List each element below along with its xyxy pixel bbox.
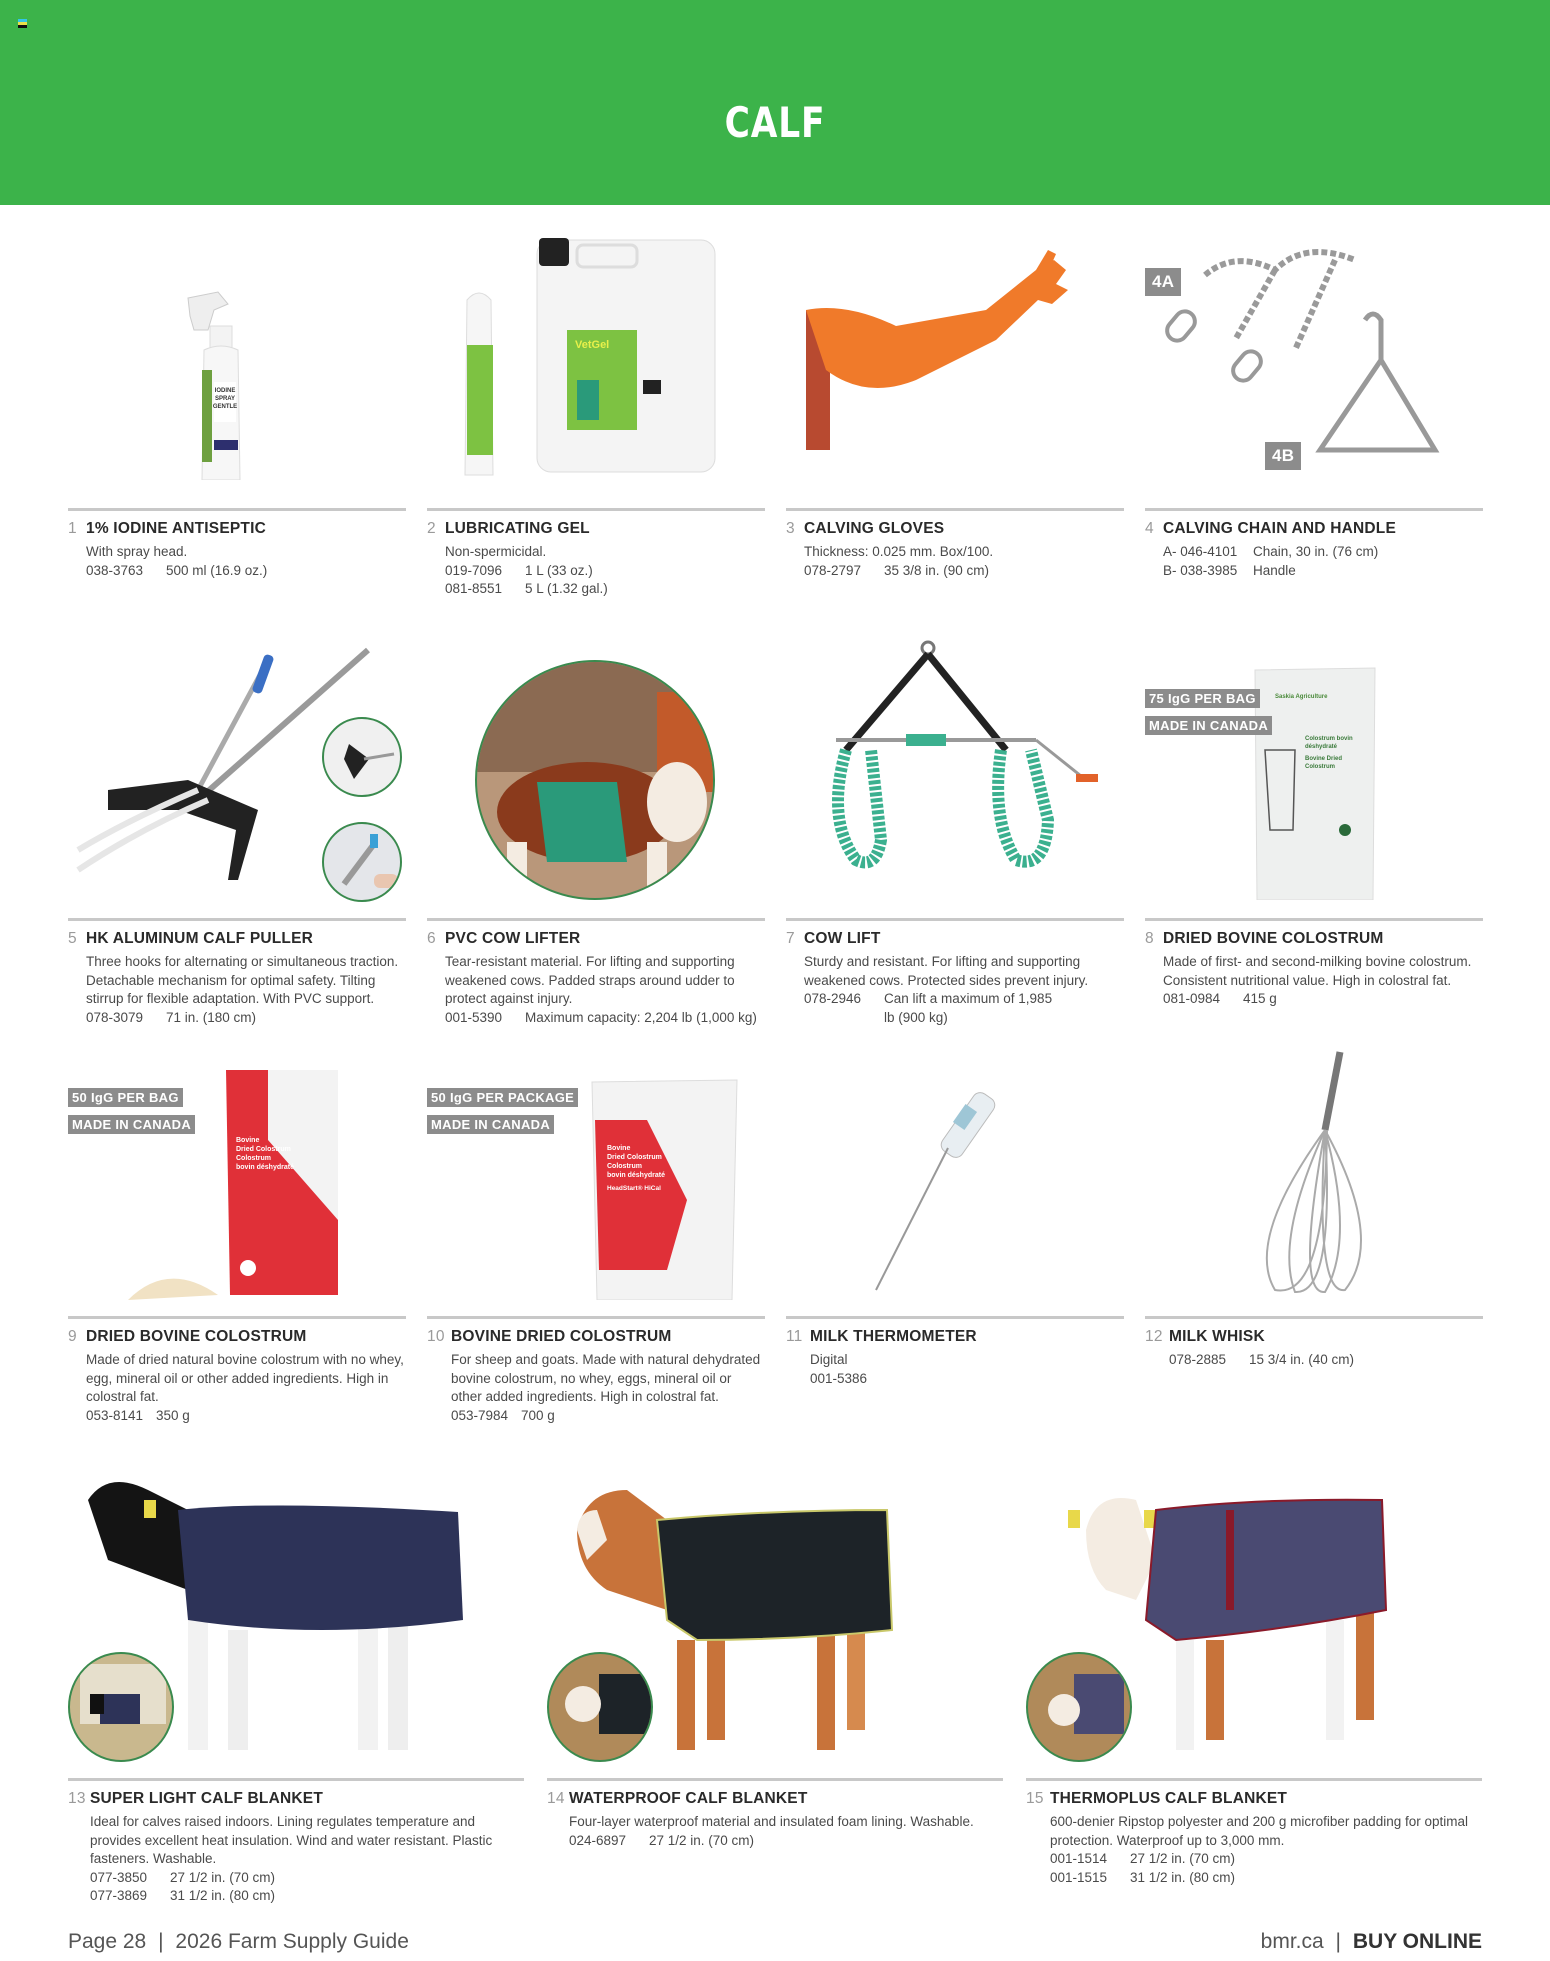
calving-chain-and-handle-image xyxy=(1145,230,1483,480)
badge-made-in-canada: MADE IN CANADA xyxy=(68,1115,195,1134)
divider xyxy=(427,918,765,921)
product-description: Sturdy and resistant. For lifting and supporting weakened cows. Protected sides prevent injury. xyxy=(804,954,1089,988)
page-header xyxy=(0,0,1550,205)
product-card-12[interactable] xyxy=(1145,1040,1483,1440)
divider xyxy=(786,918,1124,921)
product-title: 11 MILK THERMOMETER xyxy=(786,1328,977,1345)
sku-row: 078-3079 71 in. (180 cm) xyxy=(86,1009,257,1025)
svg-text:bovin déshydraté: bovin déshydraté xyxy=(607,1172,665,1179)
divider xyxy=(547,1778,1003,1781)
buy-online-link[interactable]: BUY ONLINE xyxy=(1352,1930,1482,1953)
divider xyxy=(427,1316,765,1319)
svg-text:IODINE: IODINE xyxy=(214,388,236,394)
sku-row: 081-8551 5 L (1.32 gal.) xyxy=(445,581,608,596)
calving-glove-image xyxy=(786,230,1124,480)
product-title: 5 HK ALUMINUM CALF PULLER xyxy=(68,930,314,947)
product-description: Three hooks for alternating or simultaneous traction. Detachable mechanism for optimal safety. Tilting stirrup for flexible adaptation. With PVC support. xyxy=(86,954,399,1006)
product-description: Non-spermicidal. xyxy=(445,544,547,559)
product-card-5[interactable] xyxy=(68,640,406,1040)
footer-separator: | xyxy=(158,1930,164,1953)
product-title: 14 WATERPROOF CALF BLANKET xyxy=(547,1790,808,1807)
sku-row: 077-3850 27 1/2 in. (70 cm) xyxy=(90,1869,276,1885)
svg-text:bovin déshydraté: bovin déshydraté xyxy=(236,1164,294,1171)
svg-text:Bovine: Bovine xyxy=(236,1137,260,1144)
sku-row: B- 038-3985 Handle xyxy=(1163,562,1296,578)
product-title: 4 CALVING CHAIN AND HANDLE xyxy=(1145,520,1396,537)
product-title: 1 1% IODINE ANTISEPTIC xyxy=(68,520,266,537)
page-title: CALF xyxy=(724,98,826,147)
footer-separator: | xyxy=(1335,1930,1342,1953)
svg-text:GENTLE: GENTLE xyxy=(212,404,238,410)
product-card-1[interactable] xyxy=(68,230,406,590)
product-card-15[interactable] xyxy=(1026,1470,1482,1900)
divider xyxy=(1145,918,1483,921)
product-description: Digital xyxy=(810,1352,848,1367)
detail-photo-1 xyxy=(322,717,402,797)
product-title: 9 DRIED BOVINE COLOSTRUM xyxy=(68,1328,307,1345)
product-title: 2 LUBRICATING GEL xyxy=(427,520,590,537)
svg-text:Colostrum: Colostrum xyxy=(236,1155,271,1162)
sku-row: 001-5390 Maximum capacity: 2,204 lb (1,000 kg) xyxy=(445,1009,757,1025)
product-card-8[interactable] xyxy=(1145,640,1483,1040)
svg-text:Colostrum bovin: Colostrum bovin xyxy=(1305,736,1353,742)
divider xyxy=(68,1778,524,1781)
divider xyxy=(1026,1778,1482,1781)
milk-whisk-image xyxy=(1145,1040,1483,1300)
product-title: 3 CALVING GLOVES xyxy=(786,520,945,537)
product-title: 13 SUPER LIGHT CALF BLANKET xyxy=(68,1790,323,1807)
sku-row: 078-2885 15 3/4 in. (40 cm) xyxy=(1169,1352,1355,1367)
badge-made-in-canada: MADE IN CANADA xyxy=(1145,716,1272,735)
registration-mark-icon xyxy=(18,19,27,29)
product-card-11[interactable] xyxy=(786,1040,1124,1440)
sku-row: 001-5386 xyxy=(810,1370,868,1386)
iodine-spray-bottle-image xyxy=(68,230,406,480)
sku-row: 024-6897 27 1/2 in. (70 cm) xyxy=(569,1832,755,1848)
divider xyxy=(68,918,406,921)
footer-links xyxy=(1261,1930,1482,1954)
colostrum-bag-image xyxy=(68,1040,406,1300)
product-description: Made of first- and second-milking bovine colostrum. Consistent nutritional value. High in colostral fat. xyxy=(1163,954,1472,988)
product-card-6[interactable] xyxy=(427,640,765,1040)
cow-lift-image xyxy=(786,640,1124,900)
colostrum-pouch-image xyxy=(1145,640,1483,900)
digital-thermometer-image xyxy=(786,1040,1124,1300)
product-card-14[interactable] xyxy=(547,1470,1003,1900)
divider xyxy=(1145,508,1483,511)
product-title: 6 PVC COW LIFTER xyxy=(427,930,581,947)
detail-photo-indoor xyxy=(68,1652,174,1762)
badge-made-in-canada: MADE IN CANADA xyxy=(427,1115,554,1134)
divider xyxy=(68,508,406,511)
detail-photo-barn xyxy=(547,1652,653,1762)
product-description: Ideal for calves raised indoors. Lining regulates temperature and provides excellent heat insulation. Wind and water resistant. Plastic fasteners. Washable. xyxy=(90,1814,493,1866)
sku-row: 038-3763 500 ml (16.9 oz.) xyxy=(86,562,268,578)
svg-text:Saskia Agriculture: Saskia Agriculture xyxy=(1275,694,1328,700)
product-title: 12 MILK WHISK xyxy=(1145,1328,1265,1345)
sku-row: 053-8141 350 g xyxy=(86,1407,190,1423)
svg-text:Dried Colostrum: Dried Colostrum xyxy=(236,1146,291,1153)
svg-text:VetGel: VetGel xyxy=(575,339,610,351)
pvc-cow-lifter-photo xyxy=(475,660,715,900)
guide-title: 2026 Farm Supply Guide xyxy=(175,1930,409,1953)
sku-row: 053-7984 700 g xyxy=(451,1407,555,1423)
product-description: Tear-resistant material. For lifting and supporting weakened cows. Padded straps around udder to protect against injury. xyxy=(445,954,735,1006)
sku-row: 081-0984 415 g xyxy=(1163,991,1277,1006)
product-description: Thickness: 0.025 mm. Box/100. xyxy=(804,544,994,559)
product-description: With spray head. xyxy=(86,544,188,559)
svg-text:Colostrum: Colostrum xyxy=(607,1163,642,1170)
badge-igg: 75 IgG PER BAG xyxy=(1145,689,1260,708)
divider xyxy=(68,1316,406,1319)
colostrum-package-image xyxy=(427,1040,765,1300)
svg-text:HeadStart® HiCal: HeadStart® HiCal xyxy=(607,1185,661,1192)
product-title: 10 BOVINE DRIED COLOSTRUM xyxy=(427,1328,672,1345)
footer-page-info xyxy=(68,1930,409,1954)
product-card-4[interactable] xyxy=(1145,230,1483,590)
detail-photo-straw xyxy=(1026,1652,1132,1762)
product-description: 600-denier Ripstop polyester and 200 g microfiber padding for optimal protection. Waterproof up to 3,000 mm. xyxy=(1050,1814,1468,1848)
svg-text:Bovine Dried: Bovine Dried xyxy=(1305,756,1343,762)
svg-text:Bovine: Bovine xyxy=(607,1145,631,1152)
image-label-4b: 4B xyxy=(1265,442,1301,470)
divider xyxy=(427,508,765,511)
product-card-3[interactable] xyxy=(786,230,1124,590)
lubricating-gel-bottles-image xyxy=(427,230,765,480)
product-description: For sheep and goats. Made with natural dehydrated bovine colostrum, no whey, eggs, mineral oil or other added ingredients. High in colostral fat. xyxy=(451,1352,761,1404)
product-card-9[interactable] xyxy=(68,1040,406,1440)
detail-photo-2 xyxy=(322,822,402,902)
product-card-7[interactable] xyxy=(786,640,1124,1040)
product-card-10[interactable] xyxy=(427,1040,765,1440)
sku-row: 019-7096 1 L (33 oz.) xyxy=(445,562,593,578)
product-description: Made of dried natural bovine colostrum with no whey, egg, mineral oil or other added ingredients. High in colostral fat. xyxy=(86,1352,404,1404)
product-description: Four-layer waterproof material and insulated foam lining. Washable. xyxy=(569,1814,974,1829)
divider xyxy=(1145,1316,1483,1319)
product-card-2[interactable] xyxy=(427,230,765,596)
sku-row: 077-3869 31 1/2 in. (80 cm) xyxy=(90,1888,276,1903)
sku-row: 078-2797 35 3/8 in. (90 cm) xyxy=(804,562,990,578)
sku-row: 001-1514 27 1/2 in. (70 cm) xyxy=(1050,1851,1236,1866)
divider xyxy=(786,508,1124,511)
page-number: Page 28 xyxy=(68,1930,147,1953)
svg-text:SPRAY: SPRAY xyxy=(214,396,236,402)
svg-text:déshydraté: déshydraté xyxy=(1305,744,1338,750)
product-card-13[interactable] xyxy=(68,1470,524,1903)
product-title: 7 COW LIFT xyxy=(786,930,881,947)
site-link[interactable]: bmr.ca xyxy=(1260,1930,1324,1953)
badge-igg: 50 IgG PER BAG xyxy=(68,1088,183,1107)
svg-text:Colostrum: Colostrum xyxy=(1305,764,1335,770)
image-label-4a: 4A xyxy=(1145,268,1181,296)
sku-row: 001-1515 31 1/2 in. (80 cm) xyxy=(1050,1869,1236,1885)
sku-row: A- 046-4101 Chain, 30 in. (76 cm) xyxy=(1163,544,1379,559)
sku-row: 078-2946 Can lift a maximum of 1,985 lb (900 kg) xyxy=(804,991,1053,1025)
svg-text:Dried Colostrum: Dried Colostrum xyxy=(607,1154,662,1161)
product-title: 8 DRIED BOVINE COLOSTRUM xyxy=(1145,930,1384,947)
badge-igg: 50 IgG PER PACKAGE xyxy=(427,1088,578,1107)
divider xyxy=(786,1316,1124,1319)
product-title: 15 THERMOPLUS CALF BLANKET xyxy=(1026,1790,1288,1807)
